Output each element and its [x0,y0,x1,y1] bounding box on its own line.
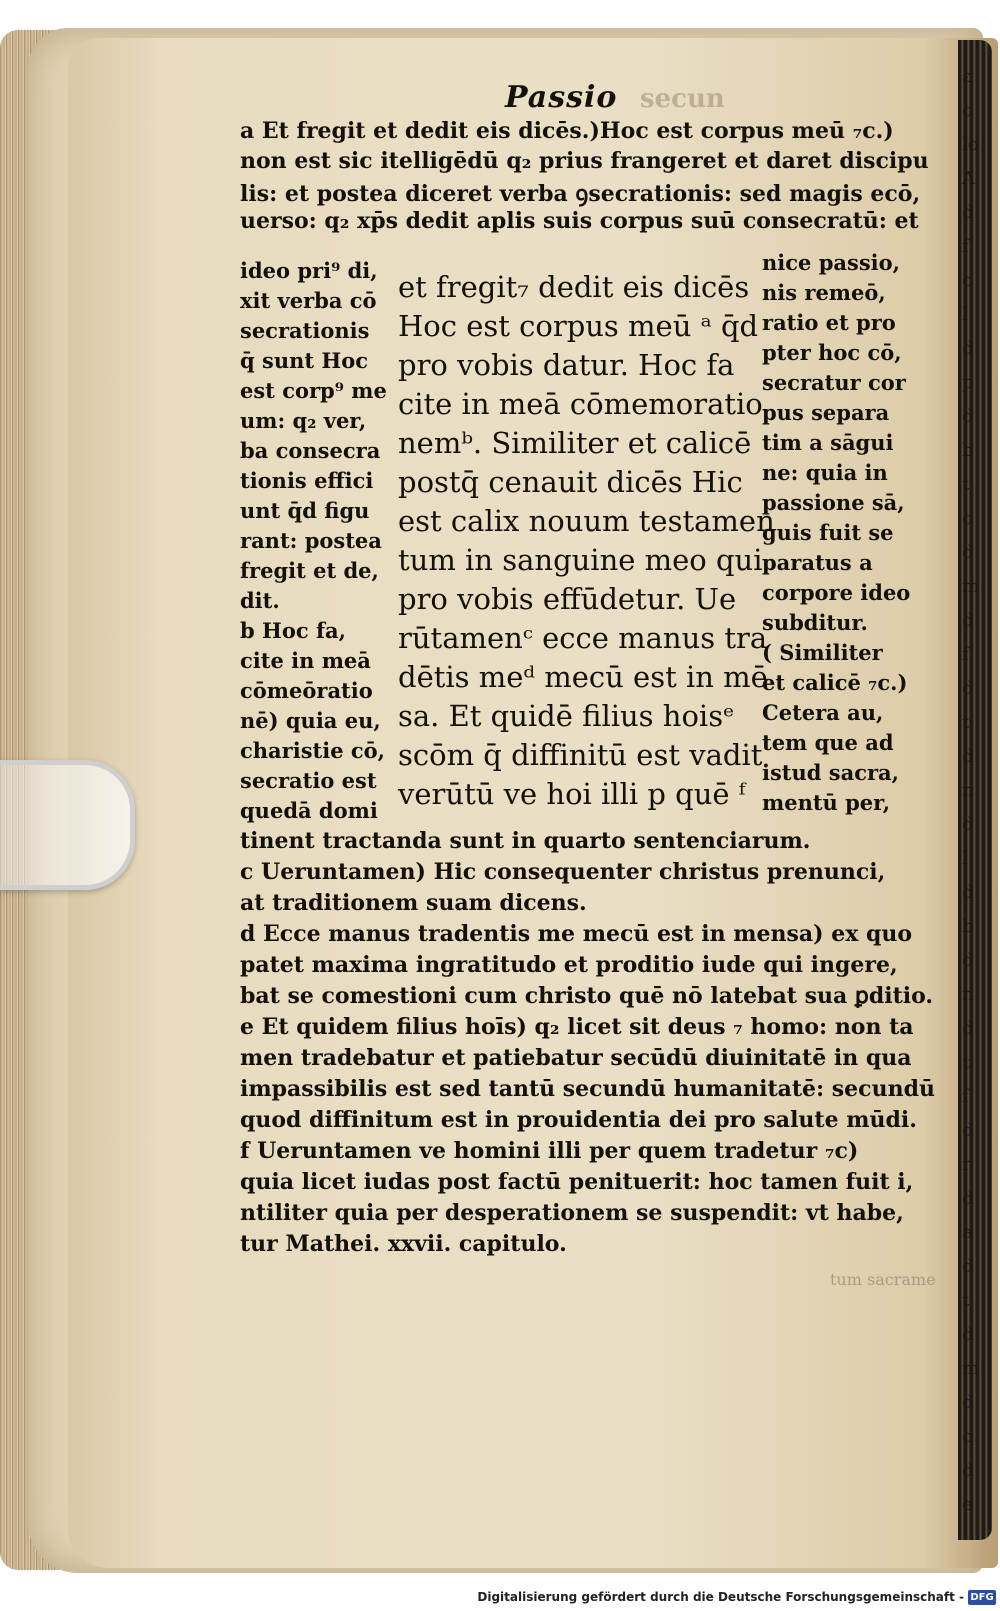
text-line: corpore ideo [762,580,911,605]
text-line: quod diffinitum est in prouidentia dei pro salute mūdi. [240,1107,917,1133]
facing-page-bleed-text: ε c lo A d f c l d p d b t c d m d f d t d n d l d b d n d u f d r d a d t d m d o d e [962,66,980,1515]
text-line: quia licet iudas post factū penituerit: hoc tamen fuit i, [240,1169,914,1195]
show-through-title: secun [640,84,725,114]
text-line: ntiliter quia per desperationem se suspendit: vt habe, [240,1200,904,1226]
text-line: ideo pri⁹ di, [240,258,378,283]
page-clip [0,760,135,890]
text-line: uerso: q₂ xp̄s dedit aplis suis corpus suū consecratū: et [240,208,919,234]
text-line: mentū per, [762,790,891,815]
text-line: patet maxima ingratitudo et proditio iude qui ingere, [240,952,898,978]
text-line: dit. [240,588,280,613]
text-line: postq̄ cenauit dicēs Hic [398,465,743,499]
text-line: pro vobis datur. Hoc fa [398,348,735,382]
text-line: et calicē ₇c.) [762,670,908,695]
text-line: rūtamenᶜ ecce manus tra [398,621,768,655]
running-title: Passio [505,80,618,115]
text-line: e Et quidem filius hoīs) q₂ licet sit deus ₇ homo: non ta [240,1014,914,1040]
text-line: tem que ad [762,730,894,755]
text-line: ratio et pro [762,310,896,335]
text-line: quedā domi [240,798,378,823]
text-line: verūtū ve hoi illi p quē ᶠ [398,777,746,811]
text-line: um: q₂ ver, [240,408,367,433]
text-line: tim a sāgui [762,430,894,455]
dfg-logo: DFG [968,1590,996,1605]
text-line: non est sic itelligēdū q₂ prius frangeret et daret discipu [240,148,929,174]
show-through-text: tum sacrame [830,1270,936,1289]
text-line: charistie cō, [240,738,385,763]
text-line: fregit et de, [240,558,379,583]
top-commentary-block [240,118,929,238]
main-gospel-column [398,270,775,816]
text-line: Hoc est corpus meū ᵃ q̄d [398,309,759,343]
text-line: Cetera au, [762,700,884,725]
text-line: ba consecra [240,438,381,463]
text-line: tum in sanguine meo qui [398,543,763,577]
text-line: ne: quia in [762,460,888,485]
text-line: q̄ sunt Hoc [240,348,368,373]
text-line: unt q̄d figu [240,498,370,523]
text-line: scōm q̄ diffinitū est vadit [398,738,763,772]
text-line: secratur cor [762,370,906,395]
text-line: paratus a [762,550,873,575]
text-line: lis: et postea diceret verba ꝯsecrationis: sed magis ecō, [240,181,921,207]
text-line: tur Mathei. xxvii. capitulo. [240,1231,567,1257]
text-line: cite in meā cōmemoratio [398,387,763,421]
text-line: men tradebatur et patiebatur secūdū diuinitatē in qua [240,1045,912,1071]
text-line: tionis effici [240,468,374,493]
text-line: est calix nouum testamen [398,504,775,538]
right-commentary-column [762,250,912,820]
text-line: nē) quia eu, [240,708,381,733]
left-commentary-column [240,258,390,828]
text-line: bat se comestioni cum christo quē nō latebat sua ꝑditio. [240,983,934,1009]
text-line: b Hoc fa, [240,618,346,643]
text-line: secratio est [240,768,377,793]
text-line: a Et fregit et dedit eis dicēs.)Hoc est corpus meū ₇c.) [240,118,894,144]
text-line: passione sā, [762,490,905,515]
digitization-credit: Digitalisierung gefördert durch die Deutsche Forschungsgemeinschaft - [477,1590,964,1604]
text-line: istud sacra, [762,760,899,785]
text-line: rant: postea [240,528,382,553]
text-line: xit verba cō [240,288,377,313]
text-line: et fregit₇ dedit eis dicēs [398,270,750,304]
text-line: sa. Et quidē filius hoisᵉ [398,699,735,733]
text-line: d Ecce manus tradentis me mecū est in mensa) ex quo [240,921,913,947]
bottom-commentary-block [240,828,935,1262]
text-line: ( Similiter [762,640,883,665]
text-line: nis remeō, [762,280,886,305]
text-line: dētis meᵈ mecū est in mē [398,660,768,694]
text-line: cōmeōratio [240,678,373,703]
text-line: c Ueruntamen) Hic consequenter christus prenunci, [240,859,886,885]
text-line: pus separa [762,400,890,425]
text-line: est corp⁹ me [240,378,387,403]
text-line: nice passio, [762,250,900,275]
text-line: guis fuit se [762,520,894,545]
text-line: impassibilis est sed tantū secundū humanitatē: secundū [240,1076,935,1102]
text-line: cite in meā [240,648,371,673]
text-line: tinent tractanda sunt in quarto sentenciarum. [240,828,811,854]
text-line: at traditionem suam dicens. [240,890,587,916]
text-line: nemᵇ. Similiter et calicē [398,426,752,460]
text-line: subditur. [762,610,868,635]
text-line: pro vobis effūdetur. Ue [398,582,737,616]
text-line: f Ueruntamen ve homini illi per quem tradetur ₇c) [240,1138,859,1164]
text-line: secrationis [240,318,370,343]
text-line: pter hoc cō, [762,340,902,365]
